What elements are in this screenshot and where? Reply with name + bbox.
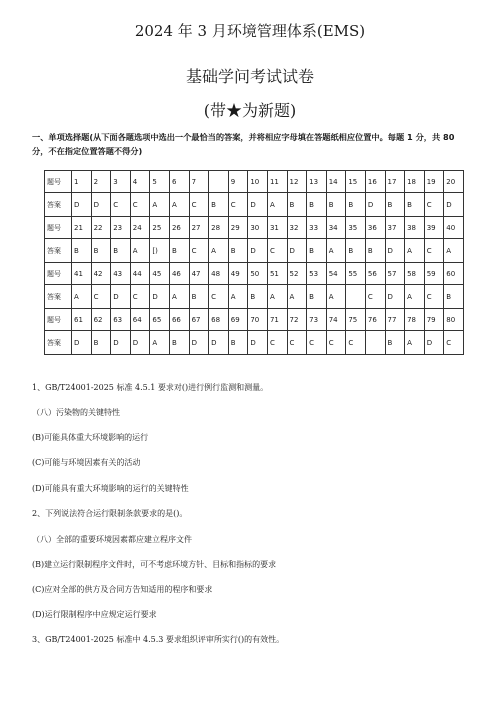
question-number-cell: 80 (444, 309, 464, 331)
question-line: (B)可能具体重大环境影响的运行 (32, 433, 149, 442)
answer-cell: B (444, 285, 464, 309)
answer-cell: A (209, 239, 229, 263)
answer-cell: D (91, 193, 111, 217)
answer-cell: B (248, 285, 268, 309)
question-number-cell: 18 (405, 171, 425, 193)
answer-cell: A (150, 193, 170, 217)
answer-cell: C (209, 285, 229, 309)
row-label-number: 题号 (45, 217, 72, 239)
answer-cell: A (228, 285, 248, 309)
answer-cell: [) (150, 239, 170, 263)
answer-cell: D (248, 193, 268, 217)
answer-cell: C (189, 239, 209, 263)
answer-cell: C (326, 331, 346, 355)
answer-cell: C (424, 193, 444, 217)
answer-cell: A (405, 239, 425, 263)
answer-cell: D (150, 285, 170, 309)
answer-cell: D (287, 239, 307, 263)
answer-table (44, 170, 464, 355)
row-label-number: 题号 (45, 263, 72, 285)
question-number-cell: 31 (267, 217, 287, 239)
answer-cell: B (111, 239, 131, 263)
question-number-cell: 77 (385, 309, 405, 331)
question-number-cell: 70 (248, 309, 268, 331)
question-number-cell: 33 (307, 217, 327, 239)
question-line: （八）污染物的关键特性 (32, 408, 120, 417)
question-number-cell: 7 (189, 171, 209, 193)
answer-cell: C (307, 331, 327, 355)
question-number-cell: 74 (326, 309, 346, 331)
answer-cell: A (405, 285, 425, 309)
question-number-cell: 19 (424, 171, 444, 193)
question-number-cell: 67 (189, 309, 209, 331)
question-number-cell: 53 (307, 263, 327, 285)
question-number-cell: 61 (72, 309, 92, 331)
answer-cell: B (405, 193, 425, 217)
question-number-cell: 5 (150, 171, 170, 193)
question-number-cell: 14 (326, 171, 346, 193)
answer-cell: B (189, 285, 209, 309)
answer-cell: D (248, 239, 268, 263)
answer-cell: A (267, 285, 287, 309)
answer-cell: B (72, 239, 92, 263)
question-number-cell: 59 (424, 263, 444, 285)
question-number-cell: 39 (424, 217, 444, 239)
question-number-cell: 17 (385, 171, 405, 193)
question-number-cell (209, 171, 229, 193)
answer-cell: B (326, 193, 346, 217)
section-heading: 一、单项选择题(从下面各题选项中选出一个最恰当的答案，并将相应字母填在答题纸相应位置中。每题 1 分，共 80 分，不在指定位置答题不得分) (32, 132, 455, 156)
answer-cell: C (424, 285, 444, 309)
question-number-cell: 20 (444, 171, 464, 193)
answer-cell: A (130, 239, 150, 263)
question-line: 1、GB/T24001-2025 标准 4.5.1 要求对()进行例行监测和测量。 (32, 383, 269, 392)
question-number-cell: 72 (287, 309, 307, 331)
question-number-cell: 1 (72, 171, 92, 193)
question-number-cell: 69 (228, 309, 248, 331)
question-number-cell: 38 (405, 217, 425, 239)
answer-cell: B (307, 193, 327, 217)
answer-cell: B (346, 239, 366, 263)
answer-cell: C (424, 239, 444, 263)
question-number-cell: 57 (385, 263, 405, 285)
question-number-cell: 50 (248, 263, 268, 285)
question-number-cell: 11 (267, 171, 287, 193)
answer-cell: C (111, 193, 131, 217)
question-number-cell: 16 (365, 171, 385, 193)
question-number-cell: 48 (209, 263, 229, 285)
question-number-row (45, 217, 464, 239)
question-number-cell: 26 (169, 217, 189, 239)
question-number-cell: 76 (365, 309, 385, 331)
document-subtitle: 基础学问考试试卷 (185, 67, 314, 86)
question-number-cell: 21 (72, 217, 92, 239)
answer-cell: D (111, 285, 131, 309)
question-number-cell: 71 (267, 309, 287, 331)
answer-cell: B (169, 331, 189, 355)
question-number-cell: 45 (150, 263, 170, 285)
answer-cell: B (307, 239, 327, 263)
answer-cell: D (248, 331, 268, 355)
question-number-cell: 73 (307, 309, 327, 331)
answer-cell: A (405, 331, 425, 355)
answer-cell: B (228, 239, 248, 263)
question-number-cell: 24 (130, 217, 150, 239)
question-line: (C)可能与环境因素有关的活动 (32, 458, 141, 467)
answer-cell: C (267, 239, 287, 263)
answer-cell: C (287, 331, 307, 355)
question-number-cell: 41 (72, 263, 92, 285)
question-number-cell: 32 (287, 217, 307, 239)
question-number-cell: 55 (346, 263, 366, 285)
answer-cell: B (91, 331, 111, 355)
answer-cell: D (385, 239, 405, 263)
answer-cell: D (385, 285, 405, 309)
new-question-note: (带★为新题) (203, 101, 297, 120)
answer-cell: A (150, 331, 170, 355)
question-number-cell: 22 (91, 217, 111, 239)
question-number-row (45, 263, 464, 285)
question-number-cell: 49 (228, 263, 248, 285)
question-number-cell: 51 (267, 263, 287, 285)
question-number-cell: 47 (189, 263, 209, 285)
answer-cell: C (346, 331, 366, 355)
question-number-cell: 23 (111, 217, 131, 239)
answer-cell: D (424, 331, 444, 355)
answer-cell: D (72, 331, 92, 355)
question-number-cell: 46 (169, 263, 189, 285)
question-number-row (45, 171, 464, 193)
answer-cell: B (228, 331, 248, 355)
document-title: 2024 年 3 月环境管理体系(EMS) (134, 22, 366, 40)
question-number-cell: 56 (365, 263, 385, 285)
question-number-cell: 25 (150, 217, 170, 239)
question-number-cell: 4 (130, 171, 150, 193)
row-label-answer: 答案 (45, 239, 72, 263)
row-label-answer: 答案 (45, 193, 72, 217)
answer-cell: B (365, 239, 385, 263)
question-number-cell: 66 (169, 309, 189, 331)
answer-cell: B (346, 193, 366, 217)
question-number-cell: 64 (130, 309, 150, 331)
answer-cell: B (287, 193, 307, 217)
question-number-cell: 37 (385, 217, 405, 239)
answer-cell: A (169, 285, 189, 309)
question-number-cell: 6 (169, 171, 189, 193)
answer-row (45, 285, 464, 309)
answer-cell: C (365, 285, 385, 309)
question-number-cell: 68 (209, 309, 229, 331)
row-label-answer: 答案 (45, 285, 72, 309)
row-label-number: 题号 (45, 171, 72, 193)
answer-cell: C (444, 331, 464, 355)
question-number-cell: 62 (91, 309, 111, 331)
question-number-cell: 40 (444, 217, 464, 239)
question-number-cell: 9 (228, 171, 248, 193)
answer-cell: C (91, 285, 111, 309)
question-number-cell: 75 (346, 309, 366, 331)
question-number-cell: 27 (189, 217, 209, 239)
question-number-row (45, 309, 464, 331)
question-number-cell: 35 (346, 217, 366, 239)
answer-cell: A (72, 285, 92, 309)
answer-cell: D (111, 331, 131, 355)
question-number-cell: 60 (444, 263, 464, 285)
answer-cell (365, 331, 385, 355)
question-number-cell: 3 (111, 171, 131, 193)
question-line: (C)应对全部的供方及合同方告知适用的程序和要求 (32, 585, 213, 594)
question-number-cell: 34 (326, 217, 346, 239)
answer-cell: A (287, 285, 307, 309)
answer-cell: A (169, 193, 189, 217)
question-number-cell: 36 (365, 217, 385, 239)
answer-cell: C (130, 193, 150, 217)
question-number-cell: 54 (326, 263, 346, 285)
question-number-cell: 12 (287, 171, 307, 193)
answer-cell: A (267, 193, 287, 217)
question-number-cell: 10 (248, 171, 268, 193)
question-number-cell: 2 (91, 171, 111, 193)
answer-cell: D (189, 331, 209, 355)
answer-cell: B (209, 193, 229, 217)
answer-cell: B (169, 239, 189, 263)
question-line: （八）全部的重要环境因素都应建立程序文件 (32, 535, 192, 544)
question-line: (D)运行限制程序中应规定运行要求 (32, 610, 157, 619)
answer-cell: A (326, 285, 346, 309)
answer-cell: A (326, 239, 346, 263)
question-number-cell: 78 (405, 309, 425, 331)
answer-row (45, 331, 464, 355)
question-number-cell: 28 (209, 217, 229, 239)
question-number-cell: 30 (248, 217, 268, 239)
answer-row (45, 239, 464, 263)
answer-cell (346, 285, 366, 309)
answer-cell: D (209, 331, 229, 355)
answer-cell: A (444, 239, 464, 263)
row-label-number: 题号 (45, 309, 72, 331)
answer-row (45, 193, 464, 217)
question-number-cell: 42 (91, 263, 111, 285)
answer-cell: B (307, 285, 327, 309)
question-line: 3、GB/T24001-2025 标准中 4.5.3 要求组织评审所实行()的有效性。 (32, 635, 285, 644)
answer-cell: D (72, 193, 92, 217)
question-number-cell: 15 (346, 171, 366, 193)
answer-cell: B (91, 239, 111, 263)
row-label-answer: 答案 (45, 331, 72, 355)
answer-cell: D (130, 331, 150, 355)
answer-cell: D (365, 193, 385, 217)
answer-cell: C (267, 331, 287, 355)
question-line: (B)建立运行限制程序文件时，可不考虑环境方针、目标和指标的要求 (32, 560, 277, 569)
question-number-cell: 63 (111, 309, 131, 331)
question-number-cell: 52 (287, 263, 307, 285)
question-line: (D)可能具有重大环境影响的运行的关键特性 (32, 484, 189, 493)
answer-cell: C (228, 193, 248, 217)
question-number-cell: 65 (150, 309, 170, 331)
answer-cell: B (385, 331, 405, 355)
question-number-cell: 58 (405, 263, 425, 285)
question-number-cell: 43 (111, 263, 131, 285)
question-number-cell: 79 (424, 309, 444, 331)
answer-cell: C (130, 285, 150, 309)
question-line: 2、下列说法符合运行限制条款要求的是()。 (32, 509, 188, 518)
question-number-cell: 29 (228, 217, 248, 239)
question-number-cell: 13 (307, 171, 327, 193)
answer-cell: B (385, 193, 405, 217)
answer-cell: C (189, 193, 209, 217)
answer-cell: D (444, 193, 464, 217)
question-number-cell: 44 (130, 263, 150, 285)
